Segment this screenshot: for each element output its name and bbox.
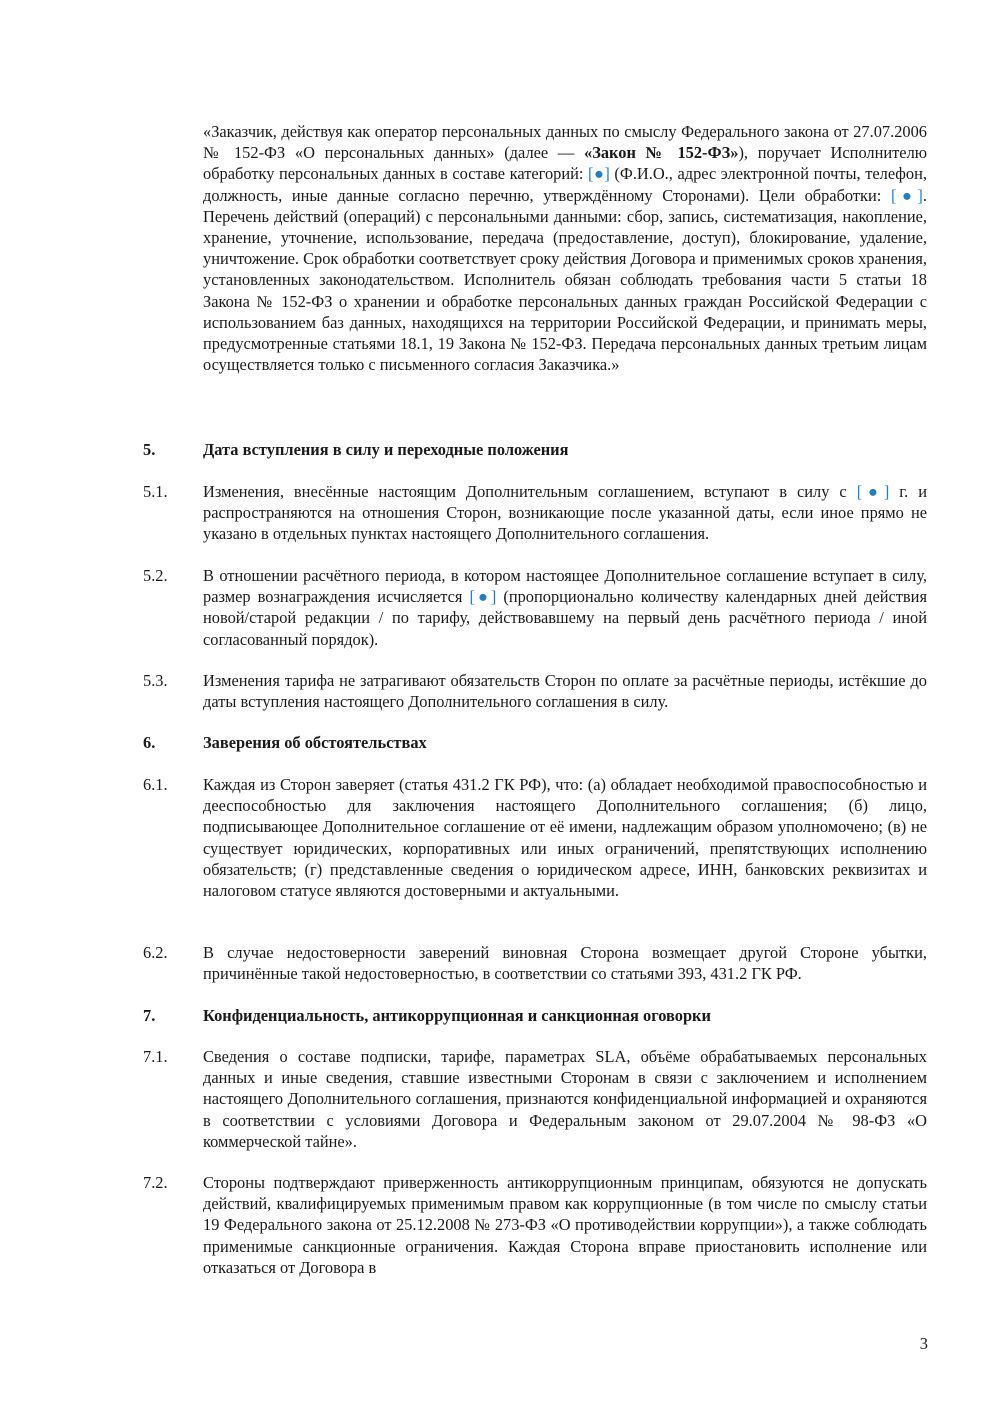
placeholder-purposes[interactable]: [●] — [890, 185, 923, 205]
clause-text: Стороны подтверждают приверженность антикоррупционным принципам, обязуются не допускать действий, квалифицируемых применимым правом как коррупционные (в том числе по смыслу статьи 19 Федерального закона от 25.12.2008 № 273-ФЗ «О противодействии коррупции»), а также соблюдать применимые санкционные ограничения. Каждая Сторона вправе приостановить исполнение или отказаться от Договора в — [203, 1173, 927, 1277]
section-title: Заверения об обстоятельствах — [203, 733, 427, 752]
intro-text-1: «Заказчик, действуя как оператор персональных данных по смыслу Федерального закона от 27.07.2006 № 152-ФЗ «О персональных данных» (далее — — [203, 122, 927, 163]
placeholder-fee-method[interactable]: [●] — [469, 587, 497, 607]
clause-text: Сведения о составе подписки, тарифе, параметрах SLA, объёме обрабатываемых персональных данных и иные сведения, ставшие известными Сторонам в связи с заключением и исполнением настоящего Дополнительного соглашения, признаются конфиденциальной информацией и охраняются в соответствии с условиями Договора и Федеральным законом от 29.07.2004 № 98-ФЗ «О коммерческой тайне». — [203, 1047, 927, 1151]
clause-text: Изменения, внесённые настоящим Дополнительным соглашением, вступают в силу с [●] г. и распространяются на отношения Сторон, возникающие после указанной даты, если иное прямо не указано в отдельных пунктах настоящего Дополнительного соглашения. — [203, 482, 927, 544]
clause-number: 5.2. — [143, 566, 168, 585]
section-6-heading — [143, 732, 927, 753]
clause-5-2 — [143, 565, 927, 650]
section-7-heading — [143, 1005, 927, 1026]
intro-text-4: . Перечень действий (операций) с персональными данными: сбор, запись, систематизация, накопление, хранение, уточнение, использование, передача (предоставление, доступ), блокирование, удаление, уничтожение. Срок обработки соответствует сроку действия Договора и применимых сроков хранения, установленных законодательством. Исполнитель обязан соблюдать требования части 5 статьи 18 Закона № 152-ФЗ о хранении и обработке персональных данных граждан Российской Федерации с использованием баз данных, находящихся на территории Российской Федерации, и принимать меры, предусмотренные статьями 18.1, 19 Закона № 152-ФЗ. Передача персональных данных третьим лицам осуществляется только с письменного согласия Заказчика.» — [203, 185, 927, 375]
section-number: 7. — [143, 1006, 156, 1025]
clause-number: 6.2. — [143, 943, 168, 962]
clause-text: В отношении расчётного периода, в котором настоящее Дополнительное соглашение вступает в силу, размер вознаграждения исчисляется [●] (пропорционально количеству календарных дней действия новой/старой редакции / по тарифу, действовавшему на первый день расчётного периода / иной согласованный порядок). — [203, 566, 927, 649]
clause-7-2 — [143, 1172, 927, 1278]
intro-text-2: ), поручает Исполнителю обработку персональных данных в составе категорий: — [203, 143, 928, 184]
clause-6-1 — [143, 774, 927, 901]
section-number: 6. — [143, 733, 156, 752]
clause-5-1 — [143, 481, 927, 545]
section-title: Дата вступления в силу и переходные положения — [203, 440, 569, 459]
page-number: 3 — [919, 1334, 928, 1353]
intro-paragraph — [203, 121, 927, 375]
clause-6-2 — [143, 942, 927, 984]
intro-text-3: (Ф.И.О., адрес электронной почты, телефон, должность, иные данные согласно перечню, утверждённому Сторонами). Цели обработки: — [203, 164, 927, 205]
clause-number: 5.3. — [143, 671, 168, 690]
clause-number: 7.2. — [143, 1173, 168, 1192]
section-title: Конфиденциальность, антикоррупционная и санкционная оговорки — [203, 1006, 711, 1025]
clause-number: 7.1. — [143, 1047, 168, 1066]
clause-text: Каждая из Сторон заверяет (статья 431.2 ГК РФ), что: (а) обладает необходимой правоспособностью и дееспособностью для заключения настоящего Дополнительного соглашения; (б) лицо, подписывающее Дополнительное соглашение от её имени, надлежащим образом уполномочено; (в) не существует юридических, корпоративных или иных ограничений, препятствующих исполнению обязательств; (г) представленные сведения о юридическом адресе, ИНН, банковских реквизитах и налоговом статусе являются достоверными и актуальными. — [203, 775, 927, 901]
placeholder-effective-date[interactable]: [●] — [856, 482, 890, 501]
law-short-name: «Закон № 152-ФЗ» — [584, 143, 739, 163]
clause-text: Изменения тарифа не затрагивают обязательств Сторон по оплате за расчётные периоды, истёкшие до даты вступления настоящего Дополнительного соглашения в силу. — [203, 671, 927, 712]
clause-text: В случае недостоверности заверений виновная Сторона возмещает другой Стороне убытки, причинённые такой недостоверностью, в соответствии со статьями 393, 431.2 ГК РФ. — [203, 943, 927, 984]
clause-7-1 — [143, 1046, 927, 1152]
clause-number: 5.1. — [143, 482, 168, 501]
placeholder-categories[interactable]: [●] — [588, 164, 610, 184]
section-5-heading — [143, 439, 927, 460]
clause-number: 6.1. — [143, 775, 168, 794]
section-number: 5. — [143, 440, 156, 459]
clause-5-3 — [143, 670, 927, 712]
